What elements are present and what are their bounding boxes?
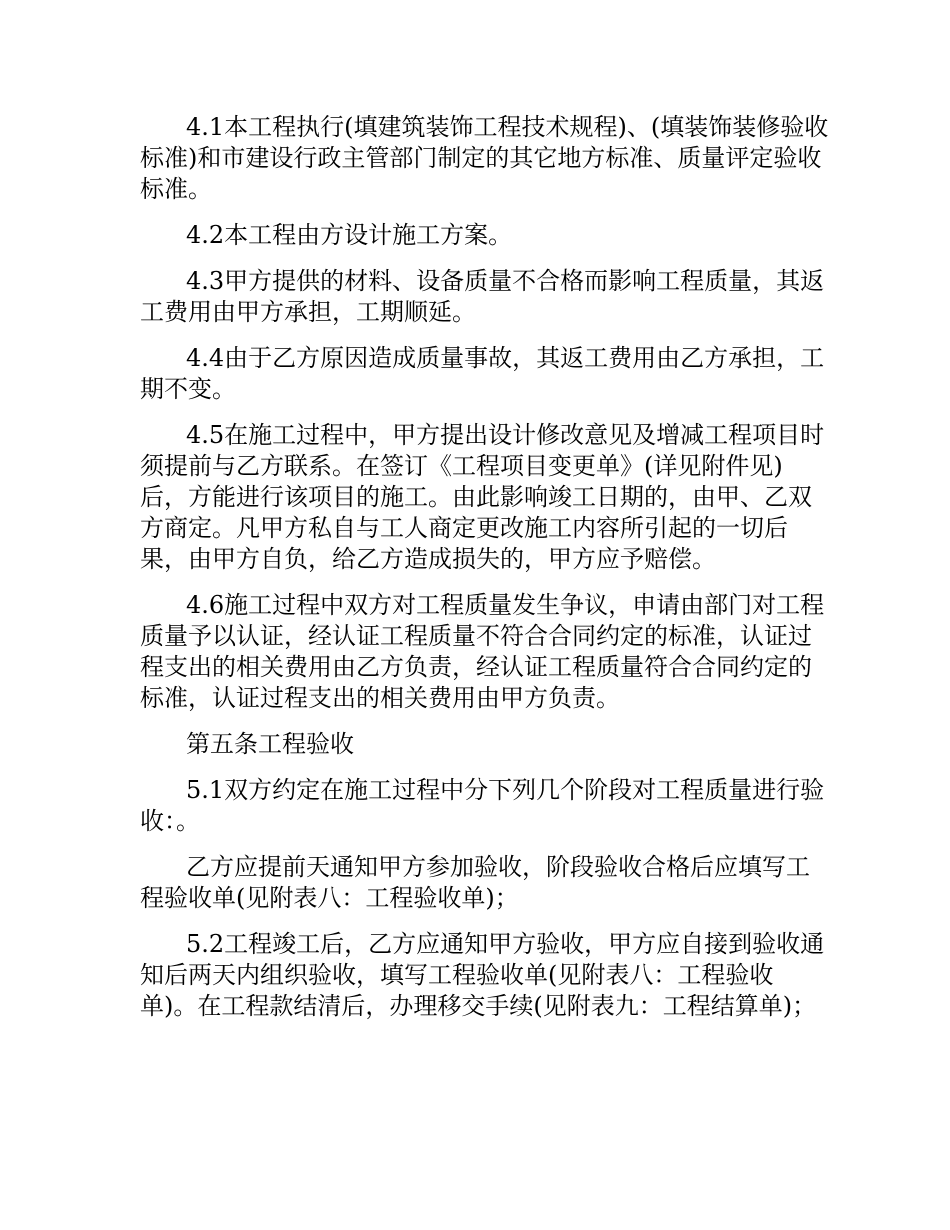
document-body <box>140 112 830 1037</box>
clause-4-1: 4.1本工程执行(填建筑装饰工程技术规程)、(填装饰装修验收标准)和市建设行政主管部门制定的其它地方标准、质量评定验收标准。 <box>140 113 829 203</box>
clause-4-4: 4.4由于乙方原因造成质量事故，其返工费用由乙方承担，工期不变。 <box>140 344 825 403</box>
clause-5-1: 5.1双方约定在施工过程中分下列几个阶段对工程质量进行验收：。 <box>140 776 825 835</box>
clause-5-2: 5.2工程竣工后，乙方应通知甲方验收，甲方应自接到验收通知后两天内组织验收，填写工程验收单(见附表八：工程验收单)。在工程款结清后，办理移交手续(见附表九：工程结算单)； <box>140 930 825 1020</box>
clause-4-6: 4.6施工过程中双方对工程质量发生争议，申请由部门对工程质量予以认证，经认证工程质量不符合合同约定的标准，认证过程支出的相关费用由乙方负责，经认证工程质量符合合同约定的标准，认证过程支出的相关费用由甲方负责。 <box>140 591 825 712</box>
clause-4-2: 4.2本工程由方设计施工方案。 <box>186 221 513 249</box>
stage-acceptance-note: 乙方应提前天通知甲方参加验收，阶段验收合格后应填写工程验收单(见附表八：工程验收单)； <box>140 853 810 912</box>
section-heading-article-5: 第五条工程验收 <box>186 730 354 758</box>
clause-4-3: 4.3甲方提供的材料、设备质量不合格而影响工程质量，其返工费用由甲方承担，工期顺延。 <box>140 267 825 326</box>
clause-4-5: 4.5在施工过程中，甲方提出设计修改意见及增减工程项目时须提前与乙方联系。在签订《工程项目变更单》(详见附件见)后，方能进行该项目的施工。由此影响竣工日期的，由甲、乙双方商定。凡甲方私自与工人商定更改施工内容所引起的一切后果，由甲方自负，给乙方造成损失的，甲方应予赔偿。 <box>140 421 825 573</box>
